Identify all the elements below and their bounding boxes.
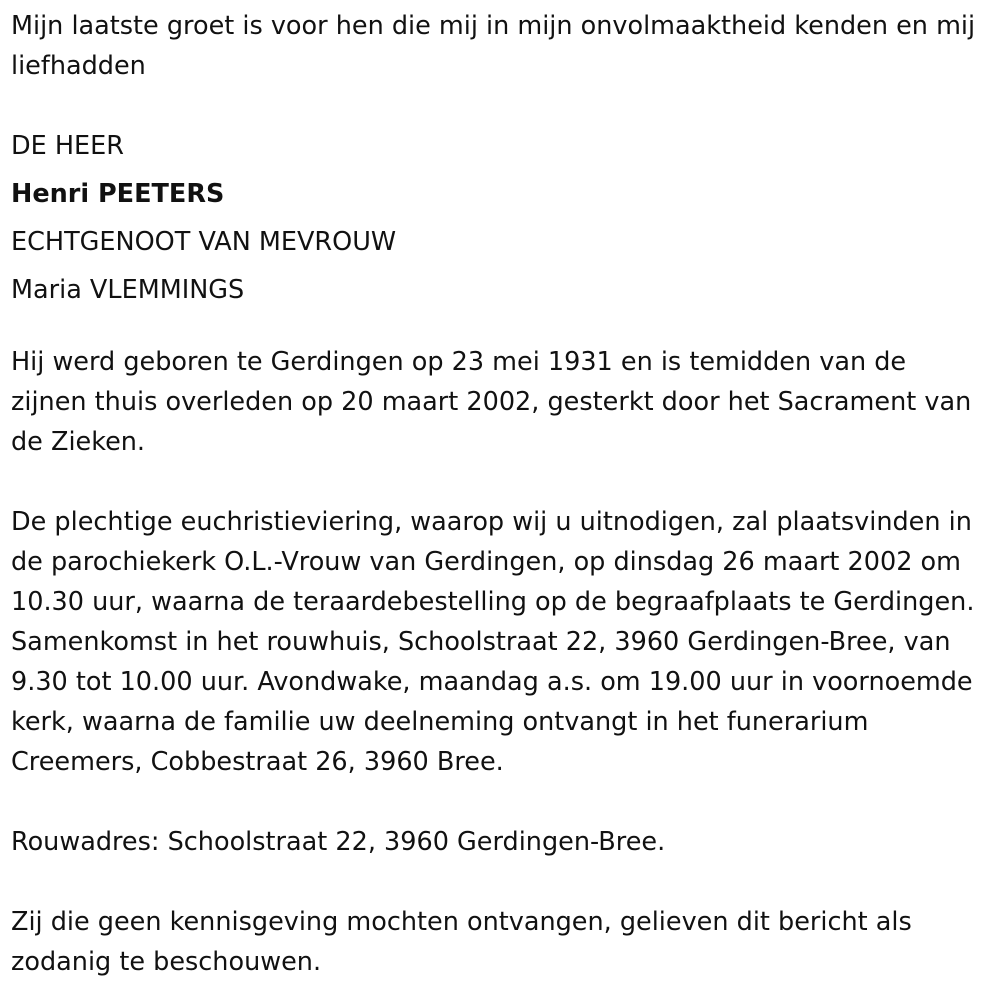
birth-death-paragraph: Hij werd geboren te Gerdingen op 23 mei 1931 en is temidden van de zijnen thuis overleden op 20 maart 2002, gesterkt door het Sacrament van de Zieken. — [11, 347, 972, 457]
spacer — [11, 86, 982, 126]
spacer — [11, 782, 982, 822]
spouse-line: ECHTGENOOT VAN MEVROUW — [11, 227, 397, 257]
spouse-name: Maria VLEMMINGS — [11, 275, 245, 305]
spacer — [11, 314, 982, 342]
opening-quote: Mijn laatste groet is voor hen die mij in mijn onvolmaaktheid kenden en mij liefhadden — [11, 11, 976, 81]
ceremony-paragraph: De plechtige euchristieviering, waarop wij u uitnodigen, zal plaatsvinden in de parochiekerk O.L.-Vrouw van Gerdingen, op dinsdag 26 maart 2002 om 10.30 uur, waarna de teraardebestelling op de begraafplaats te Gerdingen. Samenkomst in het rouwhuis, Schoolstraat 22, 3960 Gerdingen-Bree, van 9.30 tot 10.00 uur. Avondwake, maandag a.s. om 19.00 uur in voornoemde kerk, waarna de familie uw deelneming ontvangt in het funerarium Creemers, Cobbestraat 26, 3960 Bree. — [11, 507, 975, 777]
closing-note: Zij die geen kennisgeving mochten ontvangen, gelieven dit bericht als zodanig te beschouwen. — [11, 907, 912, 977]
deceased-header — [11, 122, 982, 314]
deceased-name: Henri PEETERS — [11, 179, 225, 209]
spacer — [11, 862, 982, 902]
title-line: DE HEER — [11, 131, 124, 161]
spacer — [11, 462, 982, 502]
mourning-address: Rouwadres: Schoolstraat 22, 3960 Gerdingen-Bree. — [11, 827, 666, 857]
